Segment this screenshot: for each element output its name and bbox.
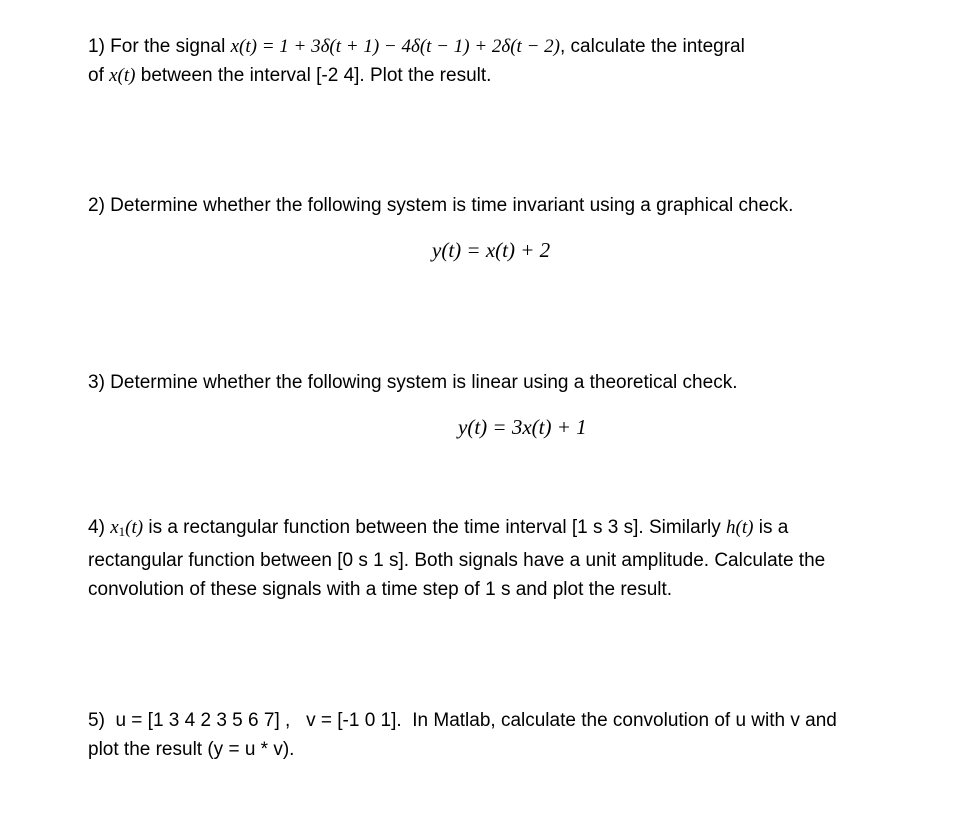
- signal-symbol: x(t): [109, 65, 136, 86]
- question-2-text: 2) Determine whether the following system is time invariant using a graphical check.: [88, 195, 794, 216]
- question-4-line-1: [88, 513, 918, 546]
- question-1-line-2-suffix: between the interval [-2 4]. Plot the result.: [135, 65, 492, 86]
- x1-symbol: [110, 517, 143, 538]
- question-2: [88, 191, 918, 220]
- question-4: [88, 513, 918, 604]
- question-4-line-3: convolution of these signals with a time step of 1 s and plot the result.: [88, 579, 673, 600]
- x1-argument: (t): [125, 517, 144, 538]
- x1-subscript: 1: [118, 524, 126, 539]
- question-4-line-1-mid: is a rectangular function between the time interval [1 s 3 s]. Similarly: [143, 517, 726, 538]
- x1-base: x: [110, 517, 119, 538]
- question-5-line-2: plot the result (y = u * v).: [88, 739, 295, 760]
- question-5: [88, 706, 918, 764]
- question-5-line-1: 5) u = [1 3 4 2 3 5 6 7] , v = [-1 0 1]. In Matlab, calculate the convolution of u with v and: [88, 710, 837, 731]
- question-1-line-2: [88, 61, 918, 90]
- question-2-equation: y(t) = x(t) + 2: [432, 238, 551, 262]
- question-3: [88, 368, 918, 397]
- question-1: [88, 32, 918, 90]
- question-1-line-2-prefix: of: [88, 65, 110, 86]
- h-symbol: h(t): [726, 517, 754, 538]
- question-4-prefix: 4): [88, 517, 111, 538]
- question-4-line-1-end: is a: [753, 517, 789, 538]
- question-3-equation: y(t) = 3x(t) + 1: [458, 415, 587, 439]
- question-1-prefix: 1) For the signal: [88, 36, 231, 57]
- question-4-line-2: rectangular function between [0 s 1 s]. Both signals have a unit amplitude. Calculate the: [88, 550, 826, 571]
- signal-expression: x(t) = 1 + 3δ(t + 1) − 4δ(t − 1) + 2δ(t − 2): [230, 36, 560, 57]
- question-1-line-1: [88, 32, 918, 61]
- question-3-text: 3) Determine whether the following system is linear using a theoretical check.: [88, 372, 738, 393]
- question-1-after-signal: , calculate the integral: [560, 36, 745, 57]
